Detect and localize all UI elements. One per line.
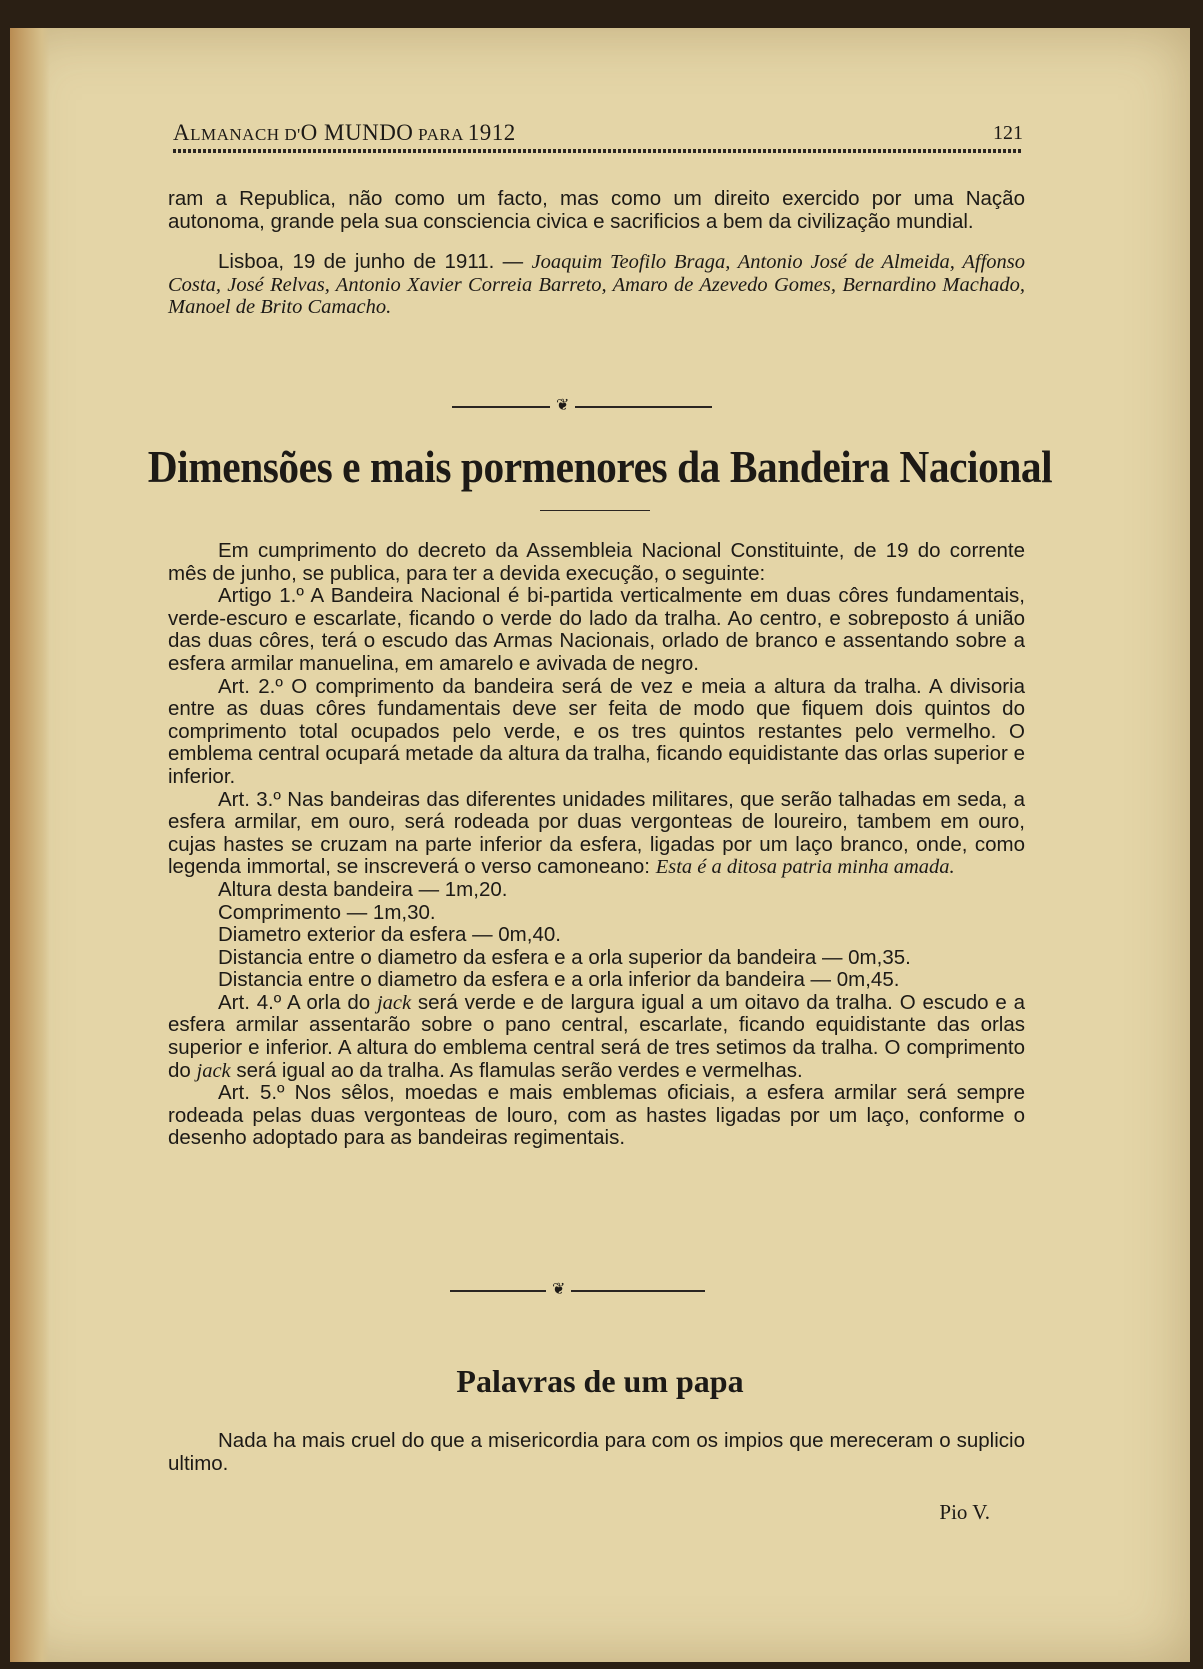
papa-signature: Pio V. xyxy=(939,1500,990,1524)
running-head xyxy=(173,112,1023,152)
ornament-glyph-2: ❦ xyxy=(546,1282,571,1298)
section-bandeira-body xyxy=(168,540,1025,1150)
ornament-rule-1 xyxy=(452,406,712,408)
measure-distancia-inferior: Distancia entre o diametro da esfera e a orla inferior da bandeira — 0m,45. xyxy=(218,968,900,992)
papa-quote: Nada ha mais cruel do que a misericordia para com os impios que mereceram o suplicio ultimo. xyxy=(168,1429,1025,1475)
header-rule xyxy=(173,149,1023,153)
article-4: Art. 4.º A orla do jack será verde e de largura igual a um oitavo da tralha. O escudo e a esfera armilar assentarão sobre o pano central, escarlate, ficando equidistante das orlas superior e inferior. A altura do emblema central será de tres setimos da tralha. O comprimento do jack será igual ao da tralha. As flamulas serão verdes e vermelhas. xyxy=(168,990,1025,1082)
decree-intro: Em cumprimento do decreto da Assembleia Nacional Constituinte, de 19 do corrente mês de junho, se publica, para ter a devida execução, o seguinte: xyxy=(168,539,1025,585)
title-underline xyxy=(540,510,650,511)
measure-distancia-superior: Distancia entre o diametro da esfera e a orla superior da bandeira — 0m,35. xyxy=(218,945,911,969)
measure-altura: Altura desta bandeira — 1m,20. xyxy=(218,877,508,901)
section-title-papa: Palavras de um papa xyxy=(456,1363,744,1399)
measure-comprimento: Comprimento — 1m,30. xyxy=(218,900,436,924)
book-spine-edge xyxy=(10,28,50,1662)
article-3: Art. 3.º Nas bandeiras das diferentes unidades militares, que serão talhadas em seda, a esfera armilar, em ouro, será rodeada por duas vergonteas de loureiro, tambem em ouro, cujas hastes se cruzam na parte inferior da esfera, ligadas por um laço branco, onde, como legenda immortal, se inscreverá o verso camoneano: Esta é a ditosa patria minha amada. xyxy=(168,787,1025,879)
ornament-rule-2 xyxy=(450,1290,705,1292)
section-title-bandeira: Dimensões e mais pormenores da Bandeira Nacional xyxy=(147,441,1053,492)
ornament-glyph-1: ❦ xyxy=(550,398,575,414)
page-number: 121 xyxy=(993,122,1023,144)
top-paragraph xyxy=(168,188,1025,319)
book-page xyxy=(10,28,1190,1662)
section-papa-body xyxy=(168,1430,1025,1475)
measure-diametro: Diametro exterior da esfera — 0m,40. xyxy=(218,923,561,947)
signature-paragraph: Lisboa, 19 de junho de 1911. — Joaquim Teofilo Braga, Antonio José de Almeida, Affonso Costa, José Relvas, Antonio Xavier Correia Barreto, Amaro de Azevedo Gomes, Bernardino Machado, Manoel de Brito Camacho. xyxy=(168,250,1025,319)
running-head-title: ALMANACH D'O MUNDO PARA 1912 xyxy=(173,120,516,145)
article-1: Artigo 1.º A Bandeira Nacional é bi-partida verticalmente em duas côres fundamentais, verde-escuro e escarlate, ficando o verde do lado da tralha. Ao centro, e sobreposto á união das duas côres, terá o escudo das Armas Nacionais, orlado de branco e assentando sobre a esfera armilar manuelina, em amarelo e avivada de negro. xyxy=(168,584,1025,675)
article-5: Art. 5.º Nos sêlos, moedas e mais emblemas oficiais, a esfera armilar será sempre rodeada pelas duas vergonteas de louro, com as hastes ligadas por um laço, conforme o desenho adoptado para as bandeiras regimentais. xyxy=(168,1081,1025,1150)
article-2: Art. 2.º O comprimento da bandeira será de vez e meia a altura da tralha. A divisoria entre as duas côres fundamentais deve ser feita de modo que fiquem dois quintos do comprimento total ocupados pelo verde, e os tres quintos restantes pelo vermelho. O emblema central ocupará metade da altura da tralha, ficando equidistante das orlas superior e inferior. xyxy=(168,674,1025,788)
top-paragraph-text: ram a Republica, não como um facto, mas como um direito exercido por uma Nação autonoma, grande pela sua consciencia civica e sacrificios a bem da civilização mundial. xyxy=(168,187,1025,233)
